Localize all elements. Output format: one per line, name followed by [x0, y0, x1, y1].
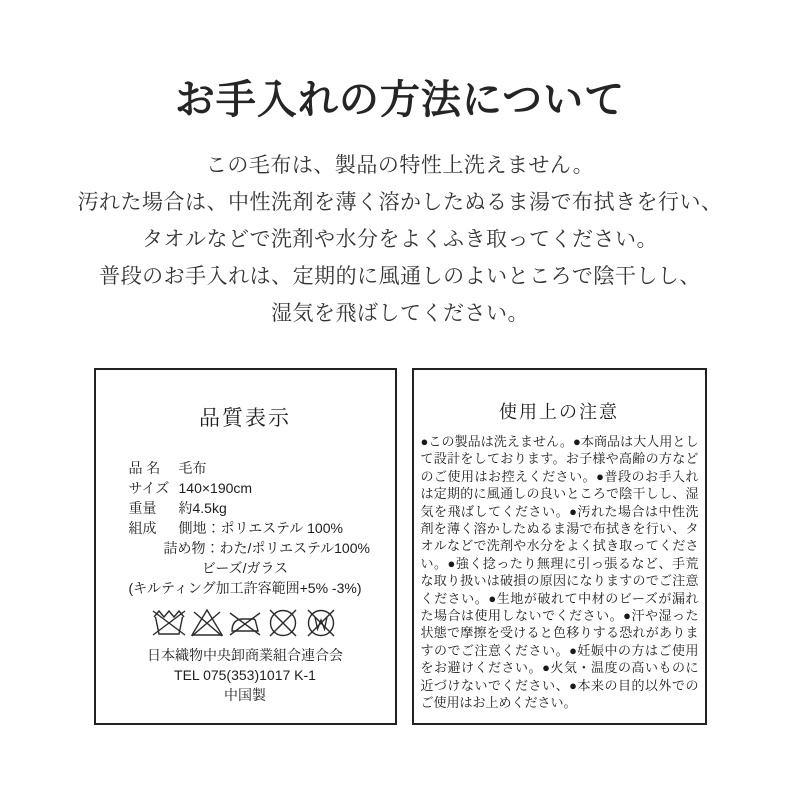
quality-label-title: 品質表示 — [199, 407, 291, 430]
spec-row-size — [129, 478, 395, 498]
usage-notes-body: ●この製品は洗えません。●本商品は大人用として設計をしております。お子様や高齢の方などのご使用はお控えください。●普段のお手入れは定期的に風通しの良いところで陰干しし、湿気を飛ばしてください。●汚れた場合は中性洗剤を薄く溶かしたぬるま湯で布拭きを行い、タオルなどで洗剤や水分をよく拭き取ってください。●強く捻ったり無理に引っ張るなど、手荒な取り扱いは破損の原因になりますのでご注意ください。●生地が破れて中材のビーズが漏れた場合は使用しないでください。●汗や湿った状態で摩擦を受けると色移りする恐れがありますのでご注意ください。●妊娠中の方はご使用をお避けください。●火気・温度の高いものに近づけないでください、●本来の目的以外でのご使用はお上めください。 — [420, 434, 699, 711]
intro-line: 湿気を飛ばしてください。 — [271, 302, 529, 325]
intro-line: タオルなどで洗剤や水分をよくふき取ってください。 — [142, 228, 658, 251]
quilting-tolerance-line: (キルティング加工許容範囲+5% -3%) — [128, 580, 362, 596]
spec-value: 140×190cm — [178, 480, 253, 496]
spec-label: サイズ — [128, 480, 170, 496]
intro-line: 汚れた場合は、中性洗剤を薄く溶かしたぬるま湯で布拭きを行い、 — [77, 191, 723, 214]
spec-table — [96, 458, 395, 558]
spec-label: 組成 — [128, 520, 157, 536]
issuer-tel: TEL 075(353)1017 K-1 — [174, 667, 316, 683]
care-instructions-page — [0, 68, 800, 800]
do-not-wash-icon — [151, 607, 187, 638]
intro-line: この毛布は、製品の特性上洗えません。 — [205, 154, 595, 177]
usage-notes-title: 使用上の注意 — [499, 402, 619, 422]
spec-value: 詰め物：わた/ポリエステル100% — [163, 540, 370, 556]
intro-line: 普段のお手入れは、定期的に風通しのよいところで陰干しし、 — [99, 265, 701, 288]
spec-value: 約4.5kg — [178, 500, 227, 516]
care-symbols — [96, 607, 395, 638]
intro-text — [0, 147, 800, 332]
spec-label: 品 名 — [128, 460, 161, 476]
spec-row-weight — [129, 498, 395, 518]
do-not-bleach-icon — [189, 607, 225, 638]
do-not-wetclean-icon — [303, 607, 339, 638]
spec-row-filling — [129, 538, 395, 558]
spec-row-composition — [129, 518, 395, 538]
do-not-iron-icon — [227, 607, 263, 638]
quality-label-box — [94, 368, 397, 725]
issuer-org: 日本織物中央卸商業組合連合会 — [147, 647, 343, 663]
page-title: お手入れの方法について — [174, 78, 626, 122]
spec-value: 側地：ポリエステル 100% — [178, 520, 343, 536]
spec-label: 重量 — [128, 500, 157, 516]
filling-detail-line: ビーズ/ガラス — [201, 560, 289, 576]
country-of-origin: 中国製 — [224, 687, 266, 703]
spec-value: 毛布 — [178, 460, 207, 476]
spec-row-name — [129, 458, 395, 478]
do-not-dryclean-icon — [265, 607, 301, 638]
info-boxes — [0, 368, 800, 725]
issuer-block — [96, 645, 395, 705]
usage-notes-box — [412, 368, 707, 725]
